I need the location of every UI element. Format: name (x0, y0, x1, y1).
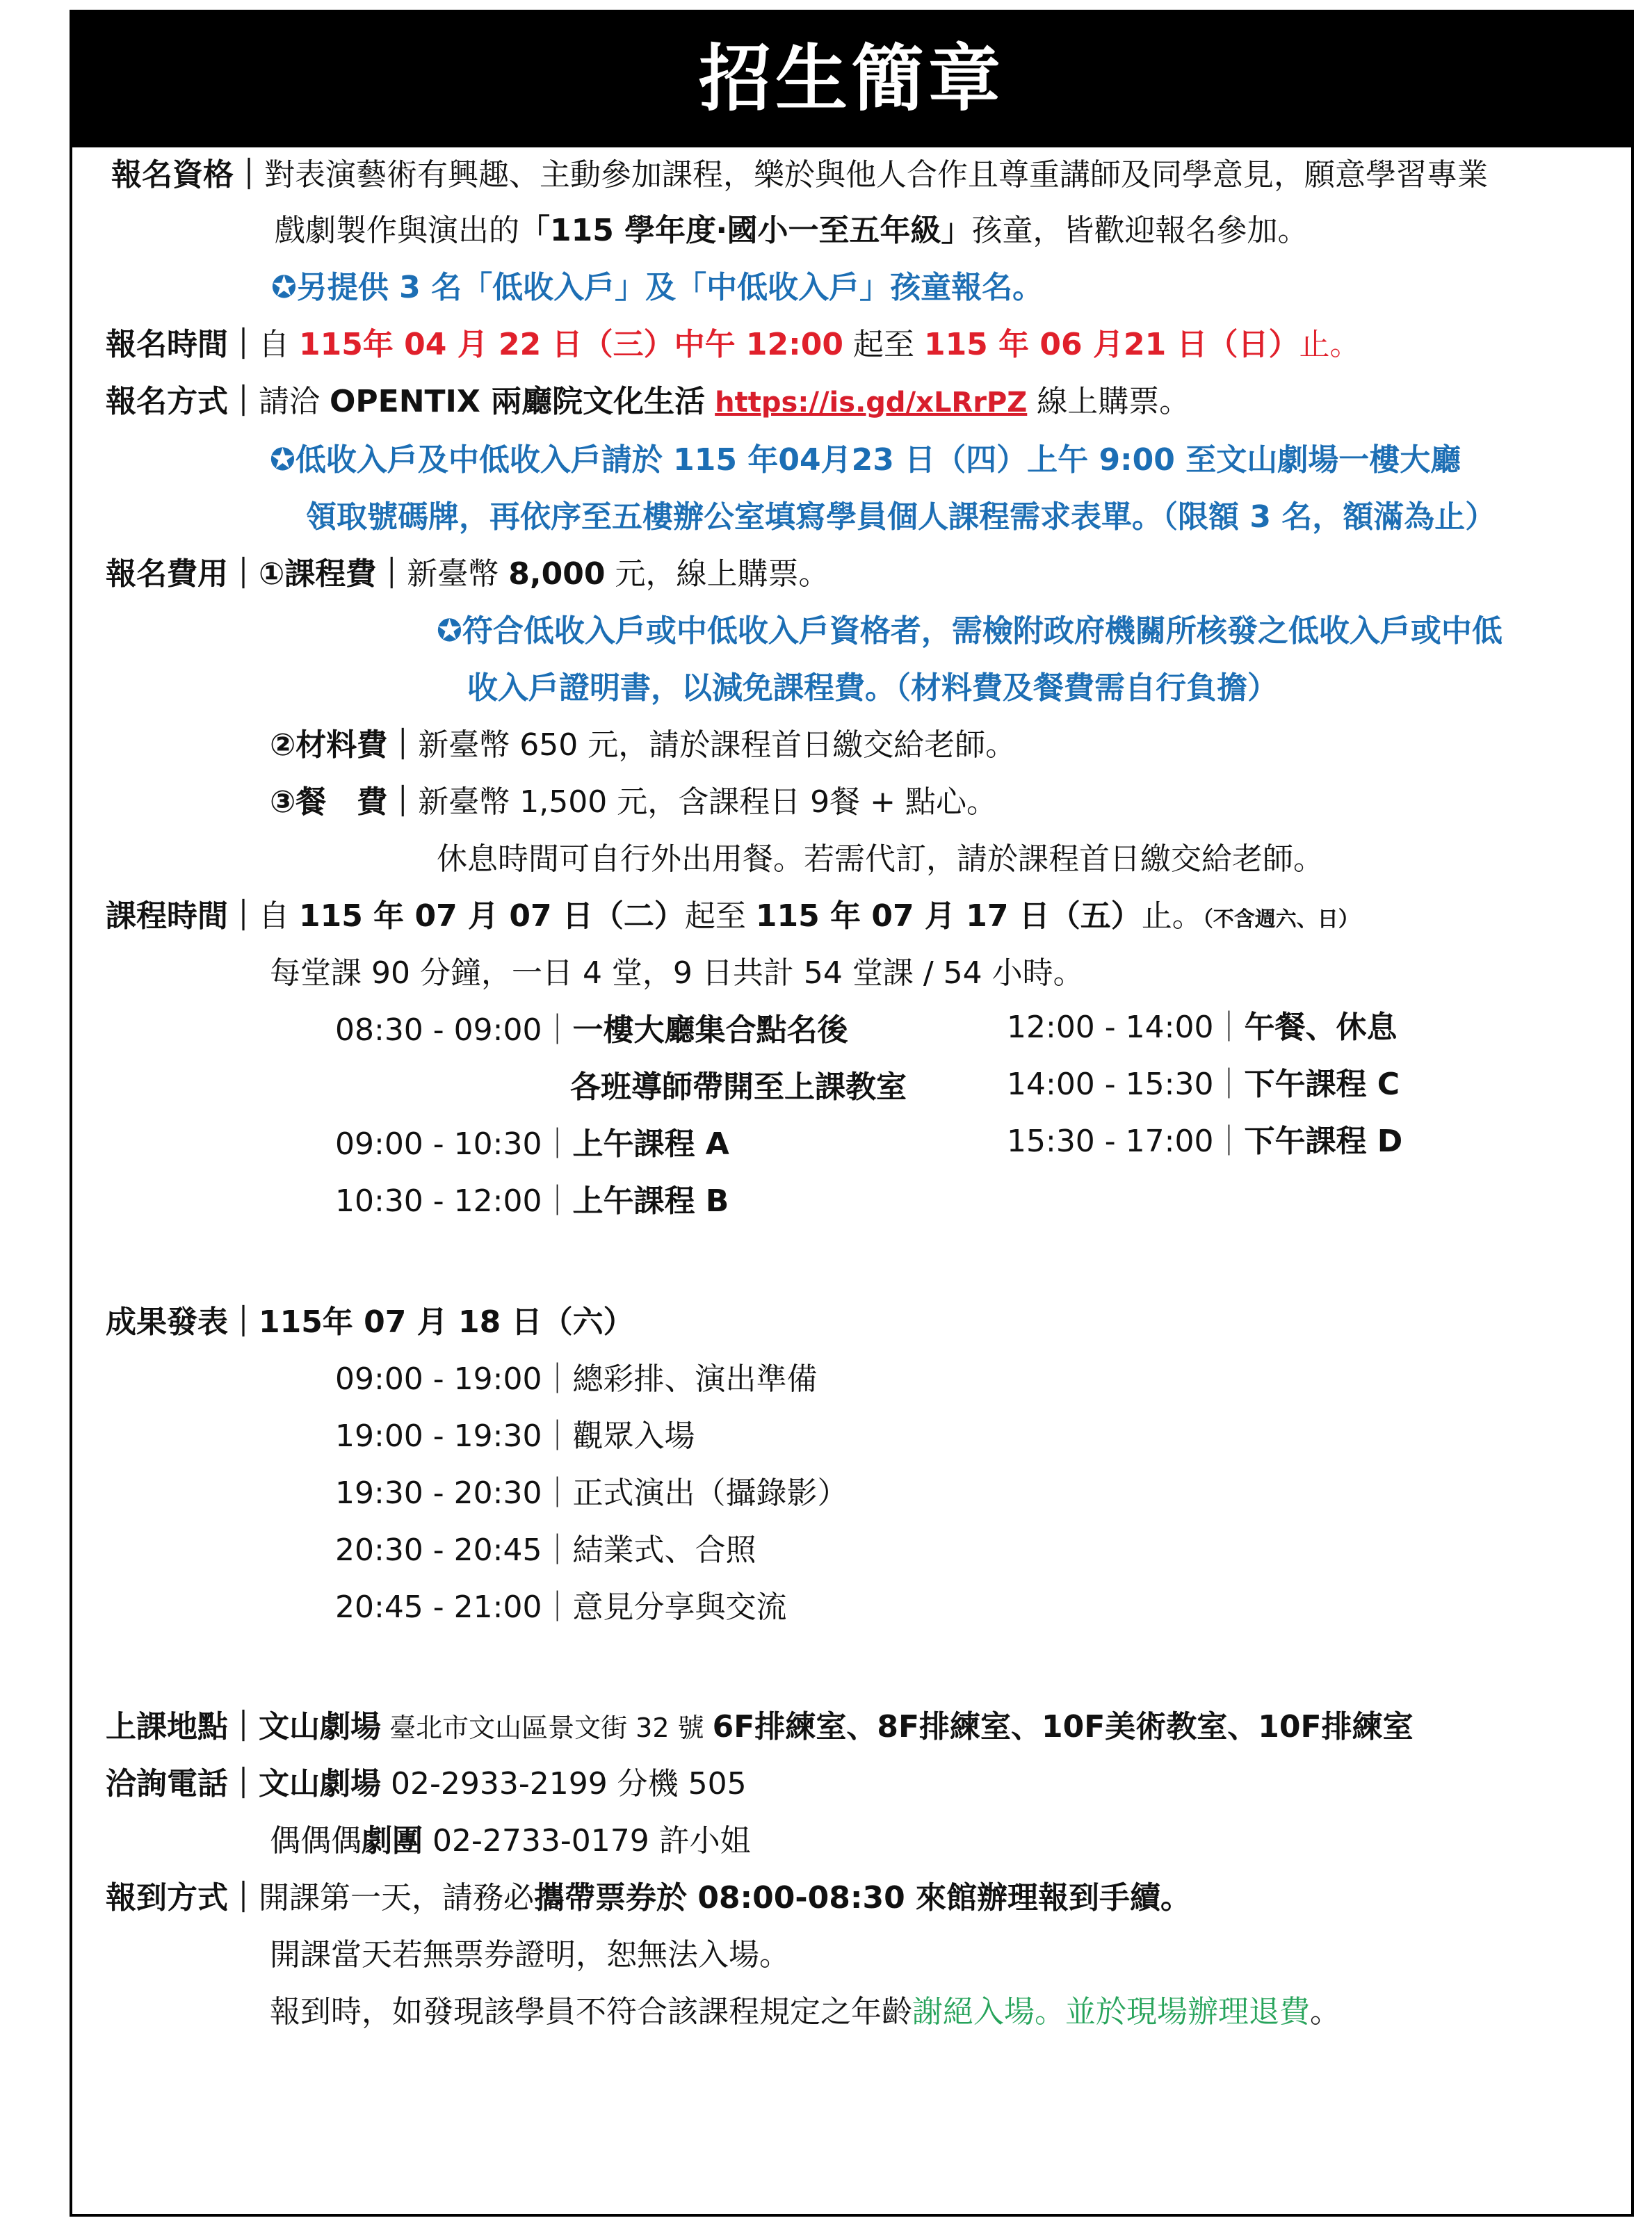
check-in-method: 報到方式｜開課第一天，請務必攜帶票券於 08:00-08:30 來館辦理報到手續。 (106, 1880, 1192, 1916)
material-fee: ②材料費｜新臺幣 650 元，請於課程首日繳交給老師。 (270, 727, 1017, 763)
eligibility-line-2: 戲劇製作與演出的「115 學年度‧國小一至五年級」孩童，皆歡迎報名參加。 (275, 213, 1309, 248)
schedule-item: 08:30 - 09:00｜一樓大廳集合點名後 (335, 1012, 848, 1048)
schedule-item: 10:30 - 12:00｜上午課程 B (335, 1183, 729, 1219)
contact-phone-troupe: 偶偶偶劇團 02-2733-0179 許小姐 (270, 1823, 751, 1859)
meal-fee: ③餐 費｜新臺幣 1,500 元，含課程日 9餐 + 點心。 (270, 784, 998, 820)
course-fee: 報名費用｜①課程費｜新臺幣 8,000 元，線上購票。 (106, 556, 829, 592)
low-income-registration-note-2: 領取號碼牌，再依序至五樓辦公室填寫學員個人課程需求表單。（限額 3 名，額滿為止） (306, 499, 1496, 535)
eligibility-line-1: 報名資格｜對表演藝術有興趣、主動參加課程，樂於與他人合作且尊重講師及同學意見，願意學習專業 (111, 157, 1488, 193)
schedule-item-continued: 各班導師帶開至上課教室 (570, 1069, 907, 1105)
registration-period: 報名時間｜自 115年 04 月 22 日（三）中午 12:00 起至 115 年 06 月21 日（日）止。 (106, 327, 1361, 362)
schedule-item: 14:00 - 15:30｜下午課程 C (1007, 1067, 1400, 1102)
contact-phone: 洽詢電話｜文山劇場 02-2933-2199 分機 505 (106, 1766, 747, 1802)
schedule-item: 12:00 - 14:00｜午餐、休息 (1007, 1010, 1398, 1045)
showcase-date: 成果發表｜115年 07 月 18 日（六） (106, 1304, 634, 1340)
low-income-quota-note: ✪另提供 3 名「低收入戶」及「中低收入戶」孩童報名。 (271, 270, 1044, 305)
check-in-note-1: 開課當天若無票券證明，恕無法入場。 (270, 1937, 790, 1973)
low-income-registration-note-1: ✪低收入戶及中低收入戶請於 115 年04月23 日（四）上午 9:00 至文山劇場一樓大廳 (270, 442, 1461, 478)
check-in-note-2: 報到時，如發現該學員不符合該課程規定之年齡謝絕入場。並於現場辦理退費。 (270, 1994, 1341, 2030)
showcase-schedule-item: 20:30 - 20:45｜結業式、合照 (335, 1532, 756, 1568)
meal-note: 休息時間可自行外出用餐。若需代訂，請於課程首日繳交給老師。 (437, 841, 1324, 877)
course-period: 課程時間｜自 115 年 07 月 07 日（二）起至 115 年 07 月 17 日（五）止。（不含週六、日） (106, 898, 1359, 934)
page-title: 招生簡章 (698, 36, 1005, 121)
course-hours: 每堂課 90 分鐘，一日 4 堂，9 日共計 54 堂課 / 54 小時。 (270, 955, 1084, 991)
schedule-item: 15:30 - 17:00｜下午課程 D (1007, 1124, 1403, 1159)
fee-waiver-note-2: 收入戶證明書，以減免課程費。（材料費及餐費需自行負擔） (467, 670, 1278, 706)
showcase-schedule-item: 19:30 - 20:30｜正式演出（攝錄影） (335, 1475, 848, 1511)
showcase-schedule-item: 20:45 - 21:00｜意見分享與交流 (335, 1589, 787, 1625)
showcase-schedule-item: 09:00 - 19:00｜總彩排、演出準備 (335, 1361, 818, 1397)
schedule-item: 09:00 - 10:30｜上午課程 A (335, 1126, 729, 1162)
showcase-schedule-item: 19:00 - 19:30｜觀眾入場 (335, 1418, 695, 1454)
fee-waiver-note-1: ✪符合低收入戶或中低收入戶資格者，需檢附政府機關所核發之低收入戶或中低 (437, 613, 1503, 649)
registration-method: 報名方式｜請洽 OPENTIX 兩廳院文化生活 https://is.gd/xLRrPZ 線上購票。 (106, 384, 1190, 419)
ticket-link[interactable]: https://is.gd/xLRrPZ (715, 387, 1028, 419)
venue: 上課地點｜文山劇場 臺北市文山區景文街 32 號 6F排練室、8F排練室、10F美術教室、10F排練室 (106, 1709, 1414, 1745)
eligibility-label: 報名資格｜ (111, 157, 264, 193)
